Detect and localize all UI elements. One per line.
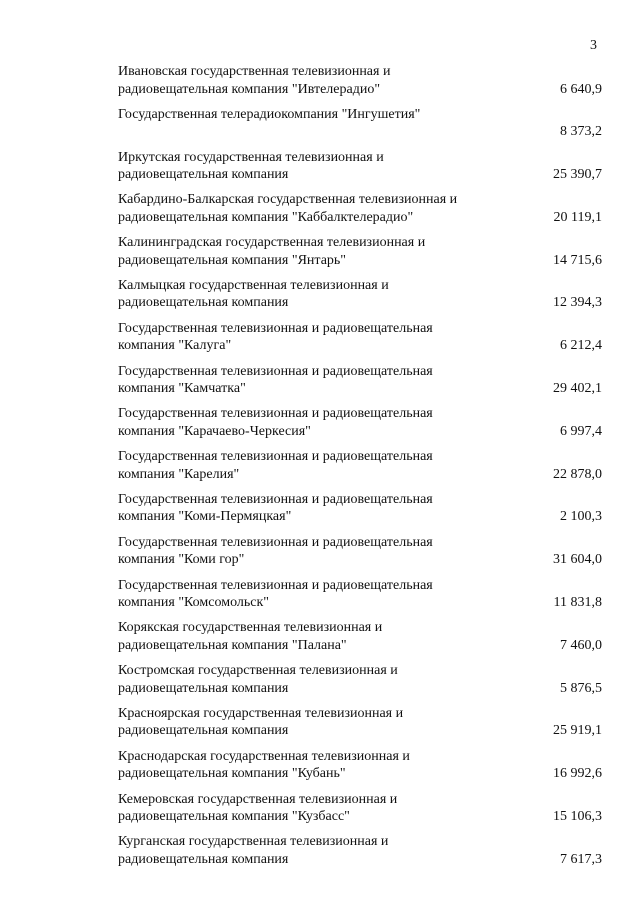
list-item bbox=[118, 662, 602, 705]
company-name: Ивановская государственная телевизионная и радиовещательная компания "Ивтелерадио" bbox=[118, 64, 391, 97]
amount-value: 2 100,3 bbox=[560, 509, 602, 525]
company-name: Государственная телевизионная и радиовещательная компания "Карачаево-Черкесия" bbox=[118, 406, 433, 439]
amount-value: 6 640,9 bbox=[560, 81, 602, 97]
list-item bbox=[118, 791, 602, 834]
company-name: Государственная телерадиокомпания "Ингушетия" bbox=[118, 106, 421, 122]
list-item bbox=[118, 320, 602, 363]
amount-value: 25 919,1 bbox=[553, 723, 602, 739]
list-item bbox=[118, 277, 602, 320]
company-name: Кабардино-Балкарская государственная телевизионная и радиовещательная компания "Каббалктелерадио" bbox=[118, 192, 458, 225]
amount-value: 16 992,6 bbox=[553, 766, 602, 782]
list-item bbox=[118, 833, 602, 876]
amount-value: 12 394,3 bbox=[553, 295, 602, 311]
company-name: Кемеровская государственная телевизионная и радиовещательная компания "Кузбасс" bbox=[118, 791, 398, 825]
list-item bbox=[118, 577, 602, 620]
company-name: Государственная телевизионная и радиовещательная компания "Коми-Пермяцкая" bbox=[118, 491, 433, 525]
amount-value: 7 617,3 bbox=[560, 851, 602, 867]
funding-list bbox=[118, 63, 602, 876]
amount-value: 14 715,6 bbox=[553, 252, 602, 268]
page-number: 3 bbox=[590, 38, 597, 53]
list-item bbox=[118, 705, 602, 748]
list-item bbox=[118, 191, 602, 234]
company-name: Государственная телевизионная и радиовещательная компания "Карелия" bbox=[118, 449, 433, 482]
company-name: Государственная телевизионная и радиовещательная компания "Комсомольск" bbox=[118, 577, 433, 611]
amount-value: 25 390,7 bbox=[553, 167, 602, 183]
list-item bbox=[118, 106, 602, 149]
company-name: Курганская государственная телевизионная и радиовещательная компания bbox=[118, 834, 389, 867]
amount-value: 11 831,8 bbox=[553, 595, 602, 611]
company-name: Калининградская государственная телевизионная и радиовещательная компания "Янтарь" bbox=[118, 235, 426, 268]
company-name: Корякская государственная телевизионная и радиовещательная компания "Палана" bbox=[118, 620, 383, 653]
amount-value: 31 604,0 bbox=[553, 552, 602, 568]
list-item bbox=[118, 234, 602, 277]
list-item bbox=[118, 619, 602, 662]
amount-value: 8 373,2 bbox=[560, 124, 602, 140]
list-item bbox=[118, 534, 602, 577]
amount-value: 5 876,5 bbox=[560, 680, 602, 696]
list-item bbox=[118, 363, 602, 406]
amount-value: 6 212,4 bbox=[560, 338, 602, 354]
list-item bbox=[118, 149, 602, 192]
amount-value: 6 997,4 bbox=[560, 423, 602, 439]
company-name: Костромская государственная телевизионная и радиовещательная компания bbox=[118, 663, 398, 696]
list-item bbox=[118, 405, 602, 448]
list-item bbox=[118, 448, 602, 491]
list-item bbox=[118, 63, 602, 106]
company-name: Государственная телевизионная и радиовещательная компания "Коми гор" bbox=[118, 534, 433, 568]
company-name: Государственная телевизионная и радиовещательная компания "Камчатка" bbox=[118, 363, 433, 397]
list-item bbox=[118, 491, 602, 534]
company-name: Калмыцкая государственная телевизионная и радиовещательная компания bbox=[118, 277, 389, 311]
amount-value: 15 106,3 bbox=[553, 809, 602, 825]
company-name: Иркутская государственная телевизионная и радиовещательная компания bbox=[118, 149, 384, 183]
list-item bbox=[118, 748, 602, 791]
amount-value: 29 402,1 bbox=[553, 381, 602, 397]
amount-value: 22 878,0 bbox=[553, 466, 602, 482]
company-name: Государственная телевизионная и радиовещательная компания "Калуга" bbox=[118, 320, 433, 354]
company-name: Краснодарская государственная телевизионная и радиовещательная компания "Кубань" bbox=[118, 748, 410, 782]
amount-value: 7 460,0 bbox=[560, 637, 602, 653]
amount-value: 20 119,1 bbox=[553, 209, 602, 225]
company-name: Красноярская государственная телевизионная и радиовещательная компания bbox=[118, 705, 404, 739]
